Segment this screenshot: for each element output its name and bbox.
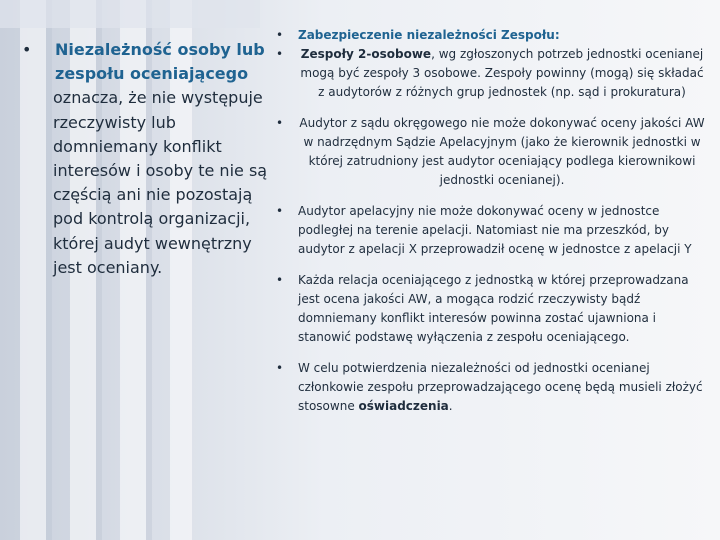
bullet: •	[276, 273, 284, 287]
independence-list	[276, 26, 706, 428]
list-item	[276, 45, 706, 102]
bullet: •	[22, 40, 32, 59]
bullet: •	[276, 28, 284, 42]
item-lead: Zespoły 2-osobowe	[300, 47, 432, 61]
bullet: •	[276, 204, 284, 218]
item-text: , wg zgłoszonych potrzeb jednostki ocenianej mogą być zespoły 3 osobowe. Zespoły powinny (mogą) się składać z audytorów z różnych grup jednostek (np. sąd i prokuratura)	[300, 47, 704, 99]
list-item	[276, 359, 706, 416]
item-text: Każda relacja oceniającego z jednostką w której przeprowadzana jest ocena jakości AW, a mogąca rodzić rzeczywisty bądź domniemany konflikt interesów powinna zostać ujawniona i stanowić podstawę wyłączenia z zespołu oceniającego.	[298, 273, 689, 344]
definition-text: oznacza, że nie występuje rzeczywisty lub domniemany konflikt interesów i osoby te nie są częścią ani nie pozostają pod kontrolą organizacji, której audyt wewnętrzny jest oceniany.	[53, 88, 268, 277]
list-item	[276, 202, 706, 259]
bullet: •	[276, 116, 284, 130]
list-item	[276, 26, 706, 45]
item-text: W celu potwierdzenia niezależności od jednostki ocenianej członkowie zespołu przeprowadzającego ocenę będą musieli złożyć stosowne	[298, 361, 703, 413]
item-text: Audytor z sądu okręgowego nie może dokonywać oceny jakości AW w nadrzędnym Sądzie Apelacyjnym (jako że kierownik jednostki w której zatrudniony jest audytor oceniający podlega kierownikowi jednostki ocenianej).	[299, 116, 705, 187]
bullet: •	[276, 47, 284, 61]
item-text: Audytor apelacyjny nie może dokonywać oceny w jednostce podległej na terenie apelacji. Natomiast nie ma przeszkód, by audytor z apelacji X przeprowadził ocenę w jednostce z apelacji Y	[298, 204, 692, 256]
bullet: •	[276, 361, 284, 375]
section-title: Zabezpieczenie niezależności Zespołu:	[298, 28, 560, 42]
item-end: .	[448, 399, 453, 413]
list-item	[276, 114, 706, 190]
list-item	[276, 271, 706, 347]
main-definition	[22, 38, 277, 280]
item-bold-end: oświadczenia	[358, 399, 449, 413]
definition-highlight: Niezależność osoby lub zespołu oceniającego	[55, 40, 265, 84]
